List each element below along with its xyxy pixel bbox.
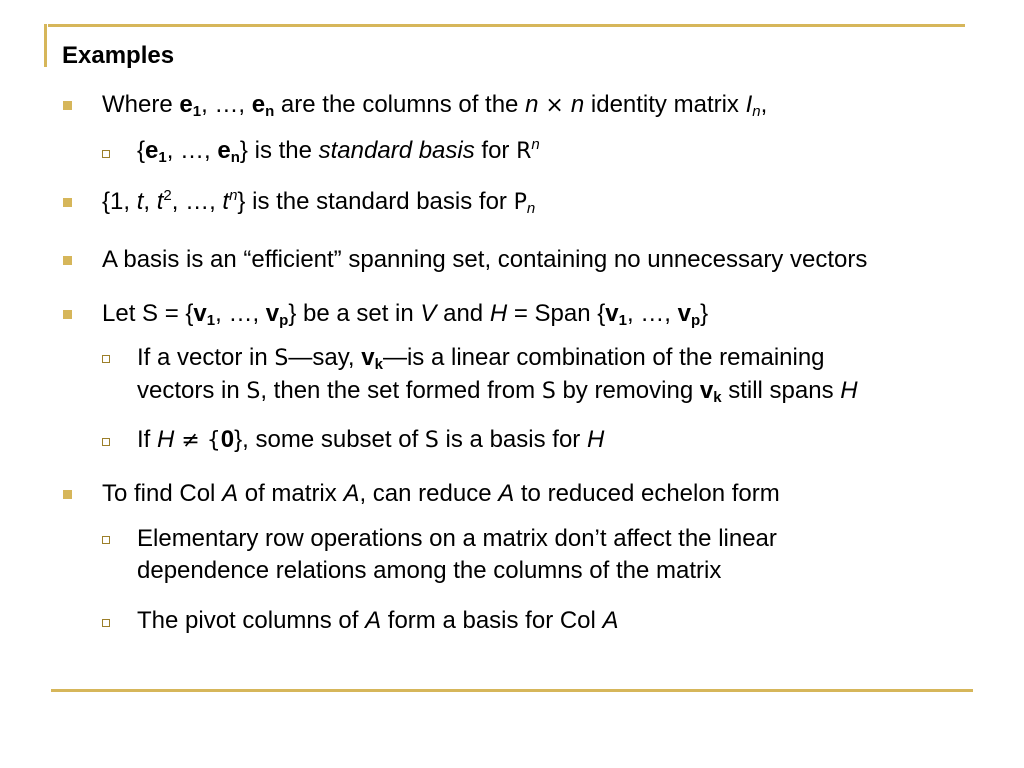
not-equal-symbol: ≠ { <box>174 428 221 453</box>
text: of matrix <box>238 480 344 507</box>
text: , can reduce <box>359 480 499 507</box>
text: Where <box>102 91 180 118</box>
sub-bullet-subset-basis <box>137 424 604 457</box>
math-R: R <box>516 139 532 164</box>
times-symbol: × <box>538 93 571 118</box>
text: form a basis for Col <box>381 607 603 634</box>
sub-bullet-row-operations: Elementary row operations on a matrix don’t affect the linear <box>137 525 777 552</box>
subscript: p <box>690 312 701 329</box>
bullet-standard-basis-pn <box>102 186 535 219</box>
text: is the <box>247 137 319 164</box>
math-t: t <box>222 188 230 215</box>
text: is a basis for <box>438 426 587 453</box>
subscript: n <box>265 103 275 120</box>
text: To find Col <box>102 480 223 507</box>
text: The pivot columns of <box>137 607 366 634</box>
top-rule <box>48 24 965 27</box>
bottom-rule <box>51 689 973 692</box>
vector-v: v <box>677 300 691 327</box>
text: } <box>700 300 709 327</box>
text: }, some subset of <box>234 426 425 453</box>
subscript: 1 <box>158 149 167 166</box>
bullet-let-s <box>102 298 708 330</box>
text: still spans <box>721 377 841 404</box>
text: Let S = { <box>102 300 194 327</box>
math-V: V <box>420 300 437 327</box>
zero-vector: 0 <box>220 426 235 453</box>
math-P: P <box>513 190 527 215</box>
math-H: H <box>489 300 508 327</box>
math-S: S <box>274 346 289 371</box>
text: , …, <box>215 300 266 327</box>
text: {1, <box>102 188 137 215</box>
superscript: 2 <box>163 187 172 204</box>
text: identity matrix <box>584 91 746 118</box>
hollow-square-bullet-icon <box>102 619 110 627</box>
subscript: 1 <box>192 103 202 120</box>
sub-bullet-row-operations-line2: dependence relations among the columns of the matrix <box>137 557 722 584</box>
superscript: n <box>229 187 238 204</box>
vector-v: v <box>265 300 280 327</box>
text: , <box>143 188 157 215</box>
text: to reduced echelon form <box>514 480 780 507</box>
vector-e: e <box>251 91 266 118</box>
vector-v: v <box>605 300 619 327</box>
subscript: 1 <box>206 312 216 329</box>
text: , …, <box>171 188 223 215</box>
bullet-standard-basis-rn <box>102 89 767 122</box>
sub-bullet-removing-vk-line2 <box>137 375 858 408</box>
math-S: S <box>246 379 261 404</box>
text: } be a set in <box>288 300 421 327</box>
math-H: H <box>586 426 605 453</box>
square-bullet-icon <box>63 310 72 319</box>
text: , then the set formed from <box>260 377 542 404</box>
text: } <box>237 188 246 215</box>
hollow-square-bullet-icon <box>102 438 110 446</box>
math-H: H <box>157 426 175 453</box>
square-bullet-icon <box>63 101 72 110</box>
math-t: t <box>156 188 164 215</box>
text: vectors in <box>137 377 247 404</box>
text: , …, <box>201 91 252 118</box>
bullet-efficient-spanning-set: A basis is an “efficient” spanning set, containing no unnecessary vectors <box>102 246 868 273</box>
bullet-col-a <box>102 478 780 510</box>
text: If a vector in <box>137 344 275 371</box>
math-t: t <box>136 188 144 215</box>
superscript: n <box>531 136 540 153</box>
sub-bullet-removing-vk <box>137 342 825 375</box>
vector-v: v <box>361 344 375 371</box>
square-bullet-icon <box>63 490 72 499</box>
emphasis: standard basis <box>318 137 475 164</box>
vector-e: e <box>179 91 193 118</box>
subscript: n <box>752 103 761 120</box>
math-A: A <box>498 480 515 507</box>
subscript: p <box>279 312 289 329</box>
subscript: n <box>526 200 536 217</box>
text: , …, <box>166 137 218 164</box>
text: and <box>436 300 490 327</box>
square-bullet-icon <box>63 198 72 207</box>
hollow-square-bullet-icon <box>102 150 110 158</box>
math-I: I <box>745 91 753 118</box>
square-bullet-icon <box>63 256 72 265</box>
text: , …, <box>626 300 678 327</box>
sub-bullet-standard-basis <box>137 135 540 168</box>
hollow-square-bullet-icon <box>102 536 110 544</box>
text: = Span { <box>507 300 606 327</box>
math-A: A <box>602 607 619 634</box>
math-A: A <box>365 607 382 634</box>
vector-v: v <box>193 300 207 327</box>
math-A: A <box>222 480 239 507</box>
subscript: k <box>713 389 722 406</box>
text: } <box>239 137 248 164</box>
text: , <box>760 91 768 118</box>
text: —is a linear combination of the remaining <box>382 344 825 371</box>
math-S: S <box>541 379 556 404</box>
text: by removing <box>555 377 700 404</box>
vector-e: e <box>145 137 159 164</box>
slide-title: Examples <box>62 42 175 69</box>
vector-v: v <box>699 377 714 404</box>
subscript: k <box>374 356 383 373</box>
text: If <box>137 426 158 453</box>
sub-bullet-pivot-columns <box>137 605 619 637</box>
text: { <box>137 137 146 164</box>
math-A: A <box>343 480 360 507</box>
text: for <box>474 137 517 164</box>
math-n: n <box>570 91 585 118</box>
text: —say, <box>288 344 362 371</box>
math-S: S <box>424 428 439 453</box>
subscript: n <box>230 149 240 166</box>
text: is the standard basis for <box>245 188 514 215</box>
math-H: H <box>840 377 858 404</box>
math-n: n <box>525 91 539 118</box>
text: are the columns of the <box>274 91 526 118</box>
hollow-square-bullet-icon <box>102 355 110 363</box>
left-rule <box>44 24 47 67</box>
subscript: 1 <box>618 312 627 329</box>
vector-e: e <box>217 137 231 164</box>
